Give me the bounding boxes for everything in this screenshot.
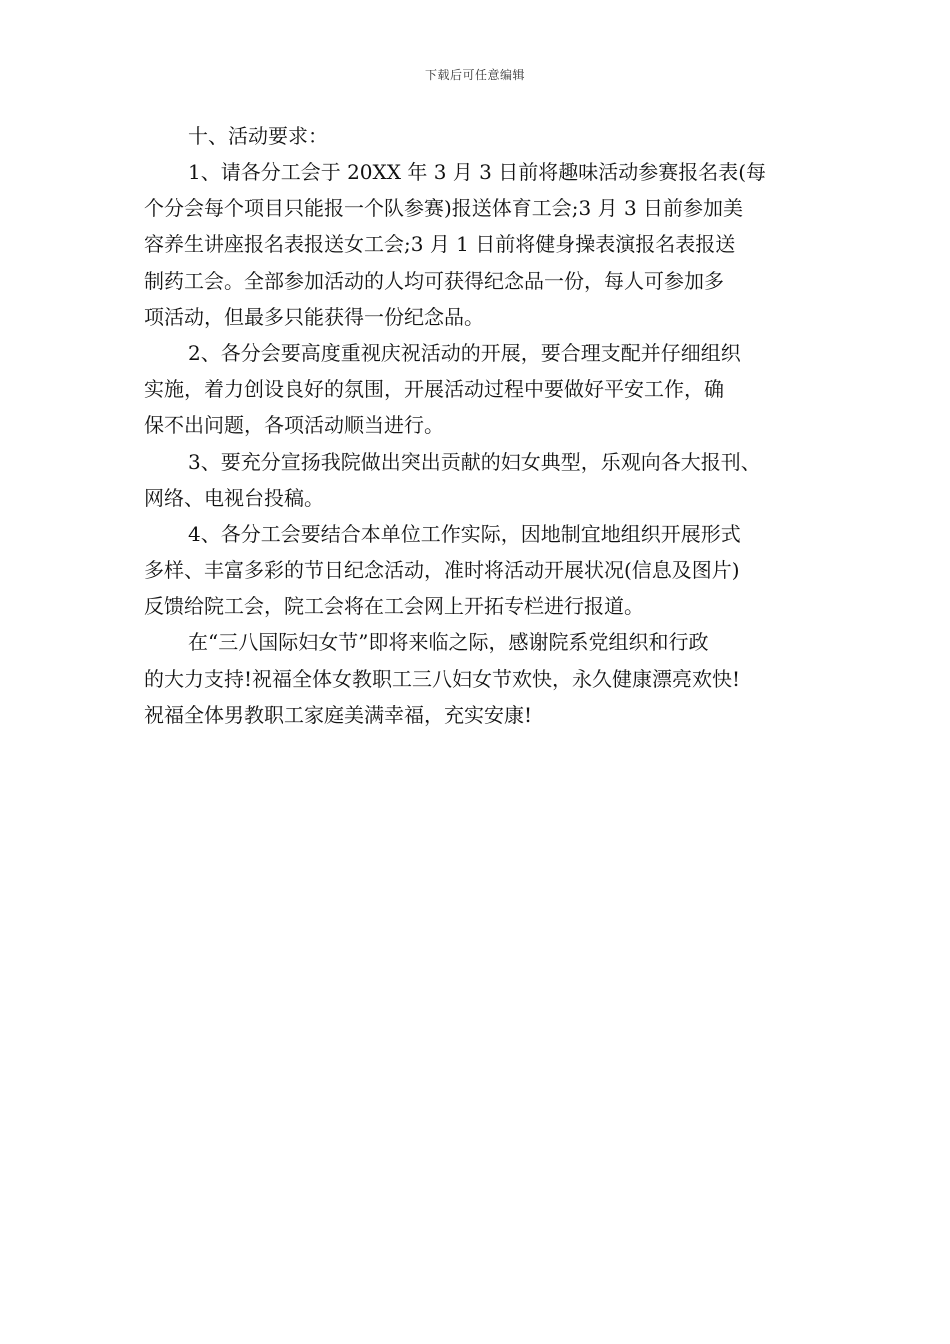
paragraph-line: 3、要充分宣扬我院做出突出贡献的妇女典型，乐观向各大报刊、 — [188, 449, 761, 474]
paragraph-line: 反馈给院工会，院工会将在工会网上开拓专栏进行报道。 — [144, 594, 644, 619]
paragraph-line: 1、请各分工会于 20XX 年 3 月 3 日前将趣味活动参赛报名表(每 — [188, 160, 767, 184]
paragraph-line: 个分会每个项目只能报一个队参赛)报送体育工会;3 月 3 日前参加美 — [144, 196, 744, 221]
paragraph-line: 容养生讲座报名表报送女工会;3 月 1 日前将健身操表演报名表报送 — [144, 232, 736, 257]
document-body — [144, 118, 808, 733]
section-heading: 十、活动要求： — [188, 124, 328, 148]
paragraph-line: 网络、电视台投稿。 — [144, 485, 324, 510]
paragraph-line: 多样、丰富多彩的节日纪念活动，准时将活动开展状况(信息及图片) — [144, 558, 740, 583]
paragraph-line: 祝福全体男教职工家庭美满幸福，充实安康! — [144, 702, 533, 727]
paragraph-line: 4、各分工会要结合本单位工作实际，因地制宜地组织开展形式 — [188, 521, 741, 546]
paragraph-line: 2、各分会要高度重视庆祝活动的开展，要合理支配并仔细组织 — [188, 340, 741, 365]
paragraph-line: 保不出问题，各项活动顺当进行。 — [144, 413, 444, 438]
paragraph-line: 在“三八国际妇女节”即将来临之际，感谢院系党组织和行政 — [188, 630, 709, 655]
paragraph-line: 项活动，但最多只能获得一份纪念品。 — [144, 304, 484, 329]
paragraph-line: 实施，着力创设良好的氛围，开展活动过程中要做好平安工作，确 — [144, 377, 724, 402]
paragraph-line: 的大力支持!祝福全体女教职工三八妇女节欢快，永久健康漂亮欢快! — [144, 666, 741, 691]
paragraph-line: 制药工会。全部参加活动的人均可获得纪念品一份，每人可参加多 — [144, 268, 724, 293]
header-note: 下载后可任意编辑 — [424, 68, 525, 82]
